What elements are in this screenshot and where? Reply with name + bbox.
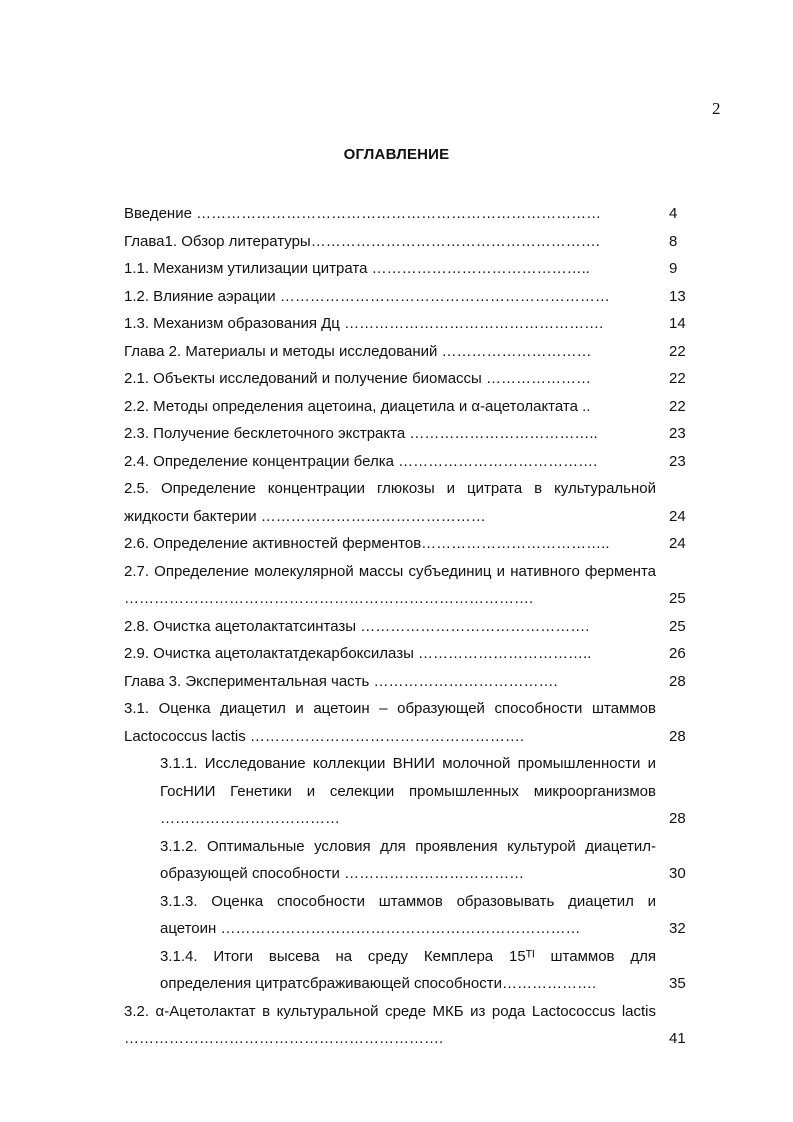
toc-entry [0, 200, 793, 228]
toc-entry-page: 28 [669, 727, 686, 745]
toc-entry [0, 310, 793, 338]
toc-entry-text: 2.6. Определение активностей ферментов……………………………….. [124, 535, 610, 552]
toc-entry-text: 2.7. Определение молекулярной массы субъединиц и нативного фермента ………………………………………………………………………. [124, 562, 656, 607]
page-number: 2 [712, 99, 721, 118]
toc-entry [0, 668, 793, 696]
toc-entry-text: 3.1.4. Итоги высева на среду Кемплера 15ᵀᴵ штаммов для определения цитратсбраживающей способности………………. [160, 947, 656, 992]
toc-entry [0, 448, 793, 476]
toc-entry-text: 3.2. α-Ацетолактат в культуральной среде МКБ из рода Lactococcus lactis ………………………………………………………. [124, 1002, 656, 1047]
toc-entry-page: 23 [669, 452, 686, 470]
toc-entry-page: 30 [669, 865, 686, 882]
toc-entry [0, 558, 793, 613]
toc-entry-page: 41 [669, 1030, 686, 1047]
toc-entry-text: 2.1. Объекты исследований и получение биомассы ………………… [124, 370, 591, 387]
toc-entry [0, 943, 793, 998]
toc-entry [0, 998, 793, 1053]
toc-entry-page: 32 [669, 920, 686, 937]
toc-entry [0, 338, 793, 366]
toc-entry-page: 4 [669, 205, 678, 222]
toc-entry [0, 255, 793, 283]
toc-entry-text: 2.2. Методы определения ацетоина, диацетила и α-ацетолактата .. [124, 397, 591, 415]
toc-entry [0, 365, 793, 393]
toc-entry-text: 1.1. Механизм утилизации цитрата …………………………………….. [124, 260, 590, 277]
toc-entry-page: 9 [669, 260, 678, 277]
toc-entry-text: Глава1. Обзор литературы…………………………………………………. [124, 232, 600, 250]
toc-entry-page: 14 [669, 315, 686, 332]
toc-entry-page: 13 [669, 287, 686, 305]
toc-entry-text: 3.1.2. Оптимальные условия для проявления культурой диацетил-образующей способности ……………………………… [160, 837, 656, 882]
toc-entry-page: 28 [669, 672, 686, 690]
toc-entry-page: 22 [669, 342, 686, 360]
toc-entry [0, 228, 793, 256]
toc-entry-text: 1.3. Механизм образования Дц ……………………………………………. [124, 315, 604, 332]
toc-entry [0, 888, 793, 943]
toc-entry-text: 2.4. Определение концентрации белка …………………………………. [124, 452, 598, 470]
toc-entry-text: 3.1.3. Оценка способности штаммов образовывать диацетил и ацетоин ……………………………………………………………… [160, 892, 656, 937]
toc-entry-text: 3.1. Оценка диацетил и ацетоин – образующей способности штаммов Lactococcus lactis ………………………………………………. [124, 700, 656, 745]
toc-entry [0, 750, 793, 833]
toc-entry [0, 283, 793, 311]
toc-entry-text: 3.1.1. Исследование коллекции ВНИИ молочной промышленности и ГосНИИ Генетики и селекции промышленных микроорганизмов ……………………………… [160, 755, 656, 827]
toc-entry-page: 24 [669, 507, 686, 525]
toc-entry [0, 613, 793, 641]
toc-entry-page: 8 [669, 232, 678, 250]
toc-entry-text: Введение ……………………………………………………………………… [124, 205, 602, 222]
toc-entry-page: 22 [669, 370, 686, 387]
toc-title: ОГЛАВЛЕНИЕ [343, 146, 450, 163]
toc-entry-page: 23 [669, 425, 686, 442]
toc-entry-page: 25 [669, 617, 686, 635]
toc-entry-text: Глава 2. Материалы и методы исследований ………………………… [124, 342, 592, 360]
toc-entry-text: 2.3. Получение бесклеточного экстракта ……………………………….. [124, 425, 598, 442]
toc-entry-text: 2.9. Очистка ацетолактатдекарбоксилазы …………………………….. [124, 645, 592, 662]
toc-entry-page: 25 [669, 590, 686, 607]
toc-entry [0, 420, 793, 448]
toc-entry [0, 640, 793, 668]
toc-entry-text: 2.5. Определение концентрации глюкозы и цитрата в культуральной жидкости бактерии ……………………………………… [124, 480, 656, 525]
toc-entry-page: 28 [669, 810, 686, 827]
toc-entry-page: 22 [669, 397, 686, 415]
toc-entry [0, 475, 793, 530]
toc-entry-page: 24 [669, 535, 686, 552]
toc-entry-text: 1.2. Влияние аэрации ………………………………………………………… [124, 287, 610, 305]
toc-entry-page: 35 [669, 975, 686, 992]
table-of-contents [0, 200, 793, 1053]
toc-entry-text: Глава 3. Экспериментальная часть ………………………………. [124, 672, 558, 690]
toc-entry-text: 2.8. Очистка ацетолактатсинтазы ………………………………………. [124, 617, 590, 635]
toc-entry [0, 695, 793, 750]
toc-entry [0, 393, 793, 421]
toc-entry-page: 26 [669, 645, 686, 662]
toc-entry [0, 833, 793, 888]
toc-entry [0, 530, 793, 558]
